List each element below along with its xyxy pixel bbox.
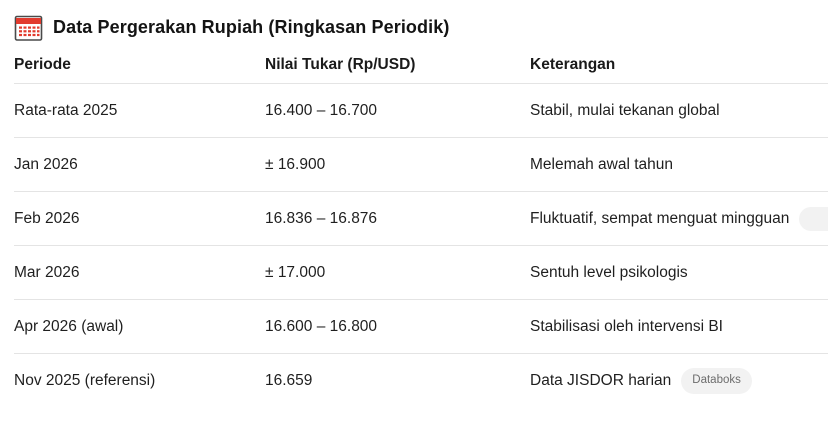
source-badge-databoks[interactable]: Databoks (681, 368, 752, 394)
cell-periode: Feb 2026 (14, 209, 80, 227)
cell-nilai-tukar: 16.836 – 16.876 (265, 209, 378, 227)
cell-keterangan: Stabilisasi oleh intervensi BI (530, 317, 723, 335)
cell-periode: Jan 2026 (14, 155, 78, 173)
column-header-periode: Periode (14, 56, 71, 73)
cell-nilai-tukar: 16.600 – 16.800 (265, 317, 378, 335)
title-row (14, 0, 828, 41)
cell-periode: Nov 2025 (referensi) (14, 372, 156, 389)
rupiah-table (14, 47, 828, 408)
cell-keterangan: Melemah awal tahun (530, 155, 674, 173)
cell-keterangan: Data JISDOR harian (530, 372, 672, 389)
source-badge-cutoff[interactable] (799, 207, 828, 231)
table-row (14, 354, 828, 408)
cell-nilai-tukar: 16.659 (265, 372, 313, 389)
cell-nilai-tukar: 16.400 – 16.700 (265, 101, 378, 119)
column-header-keterangan: Keterangan (530, 56, 616, 73)
cell-periode: Rata-rata 2025 (14, 101, 118, 119)
table-row (14, 192, 828, 246)
cell-keterangan: Sentuh level psikologis (530, 263, 688, 281)
table-row (14, 300, 828, 354)
cell-periode: Mar 2026 (14, 263, 80, 281)
table-row (14, 138, 828, 192)
table-row (14, 84, 828, 138)
column-header-nilai-tukar: Nilai Tukar (Rp/USD) (265, 56, 416, 73)
cell-nilai-tukar: ± 17.000 (265, 263, 326, 281)
page-title: Data Pergerakan Rupiah (Ringkasan Periodik) (53, 17, 450, 37)
table-row (14, 246, 828, 300)
calendar-icon (14, 14, 43, 42)
cell-keterangan: Stabil, mulai tekanan global (530, 101, 720, 119)
cell-periode: Apr 2026 (awal) (14, 317, 124, 335)
cell-nilai-tukar: ± 16.900 (265, 155, 326, 173)
cell-keterangan: Fluktuatif, sempat menguat mingguan (530, 209, 790, 227)
table-header-row (14, 47, 828, 84)
